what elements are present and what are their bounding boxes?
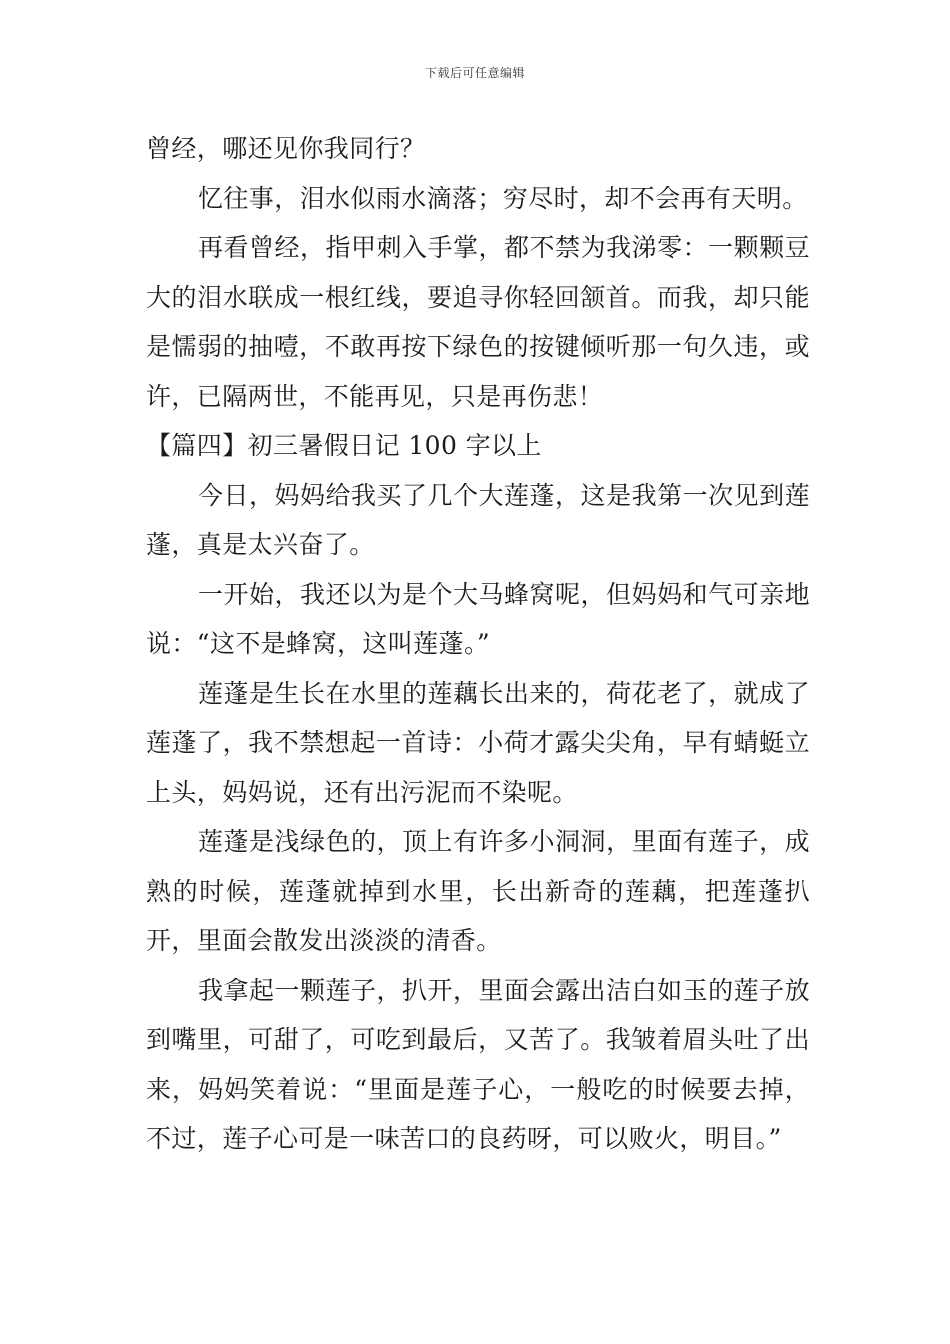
paragraph-continuation: 曾经，哪还见你我同行？ [146, 134, 426, 163]
paragraph-lotus-growth: 莲蓬是生长在水里的莲藕长出来的，荷花老了，就成了莲蓬了，我不禁想起一首诗：小荷才露尖尖角，早有蜻蜓立上头，妈妈说，还有出污泥而不染呢。 [146, 678, 810, 807]
paragraph-lotus-color: 莲蓬是浅绿色的，顶上有许多小洞洞，里面有莲子，成熟的时候，莲蓬就掉到水里，长出新奇的莲藕，把莲蓬扒开，里面会散发出淡淡的清香。 [146, 827, 810, 955]
paragraph-lotus-seed: 我拿起一颗莲子，扒开，里面会露出洁白如玉的莲子放到嘴里，可甜了，可吃到最后，又苦了。我皱着眉头吐了出来，妈妈笑着说：“里面是莲子心，一般吃的时候要去掉，不过，莲子心可是一味苦口的良药呀，可以败火，明目。” [146, 975, 810, 1153]
paragraph-memory: 忆往事，泪水似雨水滴落；穷尽时，却不会再有天明。 [198, 183, 808, 213]
paragraph-lotus-intro: 今日，妈妈给我买了几个大莲蓬，这是我第一次见到莲蓬，真是太兴奋了。 [146, 480, 810, 559]
page-header-note: 下载后可任意编辑 [424, 66, 525, 80]
paragraph-tears: 再看曾经，指甲刺入手掌，都不禁为我涕零：一颗颗豆大的泪水联成一根红线，要追寻你轻回颔首。而我，却只能是懦弱的抽噎，不敢再按下绿色的按键倾听那一句久违，或许，已隔两世，不能再见，只是再伤悲！ [146, 233, 810, 411]
paragraph-hornet-nest: 一开始，我还以为是个大马蜂窝呢，但妈妈和气可亲地说：“这不是蜂窝，这叫莲蓬。” [146, 579, 810, 658]
document-body [146, 124, 810, 1164]
section-heading: 【篇四】初三暑假日记 100 字以上 [146, 431, 542, 460]
